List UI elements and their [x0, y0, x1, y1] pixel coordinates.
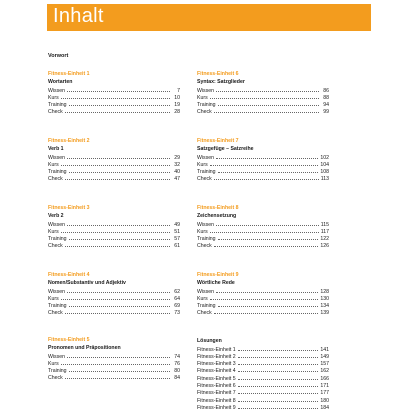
toc-page-number: 10 — [174, 94, 180, 101]
toc-entry[interactable] — [197, 360, 329, 367]
unit-heading: Fitness-Einheit 9 — [197, 272, 239, 278]
dot-leader — [67, 153, 170, 159]
section-title: Verb 2 — [48, 213, 64, 219]
toc-page-number: 62 — [174, 288, 180, 295]
dot-leader — [210, 160, 319, 166]
dot-leader — [65, 374, 170, 380]
toc-entry-label: Check — [197, 243, 212, 250]
toc-entry[interactable] — [48, 220, 180, 227]
toc-page-number: 61 — [174, 243, 180, 250]
toc-entry-label: Wissen — [197, 87, 215, 94]
toc-entry[interactable] — [197, 302, 329, 309]
toc-page-number: 162 — [320, 368, 329, 375]
dot-leader — [216, 287, 318, 293]
right-section-2 — [197, 138, 329, 182]
toc-page-number: 177 — [320, 390, 329, 397]
toc-entry-label: Fitness-Einheit 4 — [197, 368, 236, 375]
dot-leader — [238, 352, 319, 358]
toc-entry[interactable] — [197, 220, 329, 227]
toc-page-number: 47 — [174, 176, 180, 183]
unit-heading: Fitness-Einheit 3 — [48, 205, 90, 211]
toc-page-number: 99 — [323, 109, 329, 116]
dot-leader — [61, 359, 170, 365]
toc-page-number: 84 — [174, 375, 180, 382]
toc-page-number: 180 — [320, 397, 329, 404]
dot-leader — [69, 367, 170, 373]
toc-entry-label: Fitness-Einheit 2 — [197, 353, 236, 360]
toc-entry[interactable] — [197, 381, 329, 388]
dot-leader — [65, 108, 170, 114]
dot-leader — [214, 242, 319, 248]
dot-leader — [216, 153, 318, 159]
toc-entry-label: Training — [197, 102, 216, 109]
toc-entry-label: Kurs — [48, 161, 59, 168]
toc-entry[interactable] — [48, 153, 180, 160]
toc-entry-label: Training — [197, 169, 216, 176]
toc-page-number: 104 — [320, 161, 329, 168]
toc-page-number: 28 — [174, 109, 180, 116]
right-section-5 — [197, 337, 329, 411]
toc-page-number: 7 — [177, 87, 180, 94]
toc-page-number: 139 — [320, 310, 329, 317]
toc-entry-label: Check — [48, 176, 63, 183]
toc-entry[interactable] — [48, 93, 180, 100]
dot-leader — [218, 168, 319, 174]
toc-entry-label: Check — [197, 310, 212, 317]
toc-entry-label: Wissen — [197, 154, 215, 161]
right-section-3 — [197, 205, 329, 249]
section-title: Syntax: Satzglieder — [197, 79, 245, 85]
toc-entry[interactable] — [48, 294, 180, 301]
toc-entry[interactable] — [197, 294, 329, 301]
section-title: Wortarten — [48, 79, 73, 85]
dot-leader — [61, 93, 170, 99]
page-title: Inhalt — [53, 5, 104, 27]
toc-entry-label: Check — [48, 243, 63, 250]
toc-entry-label: Kurs — [197, 161, 208, 168]
toc-page-number: 94 — [323, 102, 329, 109]
toc-entry-label: Kurs — [48, 295, 59, 302]
left-section-1 — [48, 71, 180, 115]
toc-entry[interactable] — [48, 374, 180, 381]
dot-leader — [216, 220, 319, 226]
toc-page-number: 115 — [320, 221, 329, 228]
dot-leader — [218, 235, 319, 241]
toc-entry-label: Wissen — [197, 288, 215, 295]
dot-leader — [238, 396, 319, 402]
toc-entry[interactable] — [197, 153, 329, 160]
dot-leader — [67, 287, 170, 293]
dot-leader — [61, 294, 170, 300]
toc-entry[interactable] — [48, 302, 180, 309]
dot-leader — [214, 108, 319, 114]
left-section-4 — [48, 272, 180, 316]
toc-entry[interactable] — [48, 101, 180, 108]
section-title: Zeichensetzung — [197, 213, 237, 219]
left-section-2 — [48, 138, 180, 182]
dot-leader — [69, 168, 170, 174]
toc-page-number: 49 — [174, 221, 180, 228]
toc-entry[interactable] — [48, 352, 180, 359]
dot-leader — [69, 235, 170, 241]
toc-page-number: 86 — [323, 87, 329, 94]
toc-page-number: 76 — [174, 360, 180, 367]
dot-leader — [69, 302, 170, 308]
toc-entry[interactable] — [48, 235, 180, 242]
dot-leader — [238, 374, 319, 380]
toc-entry[interactable] — [48, 309, 180, 316]
toc-page-number: 149 — [320, 353, 329, 360]
toc-entry[interactable] — [197, 168, 329, 175]
toc-entry[interactable] — [197, 108, 329, 115]
dot-leader — [218, 302, 319, 308]
dot-leader — [218, 101, 319, 107]
toc-page-number: 29 — [174, 154, 180, 161]
toc-entry-label: Wissen — [48, 353, 66, 360]
toc-page-number: 130 — [320, 295, 329, 302]
toc-page-number: 113 — [320, 176, 329, 183]
dot-leader — [216, 86, 319, 92]
unit-heading: Fitness-Einheit 1 — [48, 71, 90, 77]
toc-page-number: 157 — [320, 361, 329, 368]
toc-entry[interactable] — [197, 287, 329, 294]
dot-leader — [65, 242, 170, 248]
header-bar — [47, 4, 371, 31]
toc-entry-label: Kurs — [197, 94, 208, 101]
toc-entry[interactable] — [197, 396, 329, 403]
section-title: Verb 1 — [48, 146, 64, 152]
toc-page-number: 166 — [320, 375, 329, 382]
toc-entry-label: Kurs — [197, 228, 208, 235]
toc-entry[interactable] — [197, 160, 329, 167]
toc-entry-label: Fitness-Einheit 6 — [197, 383, 236, 390]
toc-page-number: 74 — [174, 353, 180, 360]
toc-entry-label: Kurs — [48, 228, 59, 235]
unit-heading: Fitness-Einheit 4 — [48, 272, 90, 278]
unit-heading: Fitness-Einheit 5 — [48, 337, 90, 343]
toc-page-number: 184 — [320, 404, 329, 411]
toc-entry-label: Kurs — [48, 360, 59, 367]
toc-entry-label: Kurs — [197, 295, 208, 302]
toc-page-number: 141 — [320, 346, 329, 353]
right-section-1 — [197, 71, 329, 115]
dot-leader — [69, 101, 170, 107]
dot-leader — [238, 403, 319, 409]
toc-entry-vorwort[interactable]: Vorwort — [48, 53, 69, 59]
toc-entry[interactable] — [48, 287, 180, 294]
toc-entry-label: Wissen — [48, 288, 66, 295]
toc-page-number: 73 — [174, 310, 180, 317]
toc-entry-label: Fitness-Einheit 3 — [197, 361, 236, 368]
dot-leader — [214, 175, 319, 181]
dot-leader — [67, 86, 170, 92]
toc-page-number: 122 — [320, 236, 329, 243]
toc-entry[interactable] — [197, 93, 329, 100]
dot-leader — [61, 160, 170, 166]
dot-leader — [238, 389, 319, 395]
toc-entry[interactable] — [48, 227, 180, 234]
toc-entry-label: Check — [48, 310, 63, 317]
dot-leader — [67, 220, 170, 226]
unit-heading: Fitness-Einheit 2 — [48, 138, 90, 144]
toc-entry[interactable] — [197, 242, 329, 249]
toc-entry[interactable] — [197, 389, 329, 396]
toc-page-number: 128 — [320, 288, 329, 295]
toc-entry-label: Check — [197, 109, 212, 116]
toc-entry-label: Fitness-Einheit 1 — [197, 346, 236, 353]
toc-entry[interactable] — [197, 86, 329, 93]
dot-leader — [67, 352, 170, 358]
toc-entry-label: Wissen — [48, 154, 66, 161]
section-title: Nomen/Substantiv und Adjektiv — [48, 280, 126, 286]
toc-entry-label: Wissen — [48, 87, 66, 94]
toc-entry[interactable] — [48, 160, 180, 167]
toc-page-number: 134 — [320, 303, 329, 310]
toc-entry[interactable] — [197, 227, 329, 234]
dot-leader — [61, 227, 170, 233]
dot-leader — [238, 367, 319, 373]
dot-leader — [214, 309, 319, 315]
toc-entry[interactable] — [197, 345, 329, 352]
dot-leader — [210, 294, 319, 300]
dot-leader — [238, 381, 319, 387]
toc-entry-label: Fitness-Einheit 5 — [197, 375, 236, 382]
left-section-5 — [48, 337, 180, 381]
toc-entry[interactable] — [197, 101, 329, 108]
toc-entry[interactable] — [197, 235, 329, 242]
toc-entry[interactable] — [48, 175, 180, 182]
dot-leader — [210, 227, 319, 233]
toc-entry-label: Fitness-Einheit 9 — [197, 404, 236, 411]
toc-entry[interactable] — [197, 374, 329, 381]
toc-page-number: 102 — [320, 154, 329, 161]
toc-entry-label: Fitness-Einheit 7 — [197, 390, 236, 397]
toc-page-number: 40 — [174, 169, 180, 176]
toc-page-number: 80 — [174, 368, 180, 375]
toc-page-number: 57 — [174, 236, 180, 243]
toc-entry-label: Training — [197, 236, 216, 243]
unit-heading: Fitness-Einheit 8 — [197, 205, 239, 211]
toc-page-number: 64 — [174, 295, 180, 302]
toc-entry-label: Training — [48, 368, 67, 375]
toc-page-number: 51 — [174, 228, 180, 235]
toc-entry-label: Wissen — [197, 221, 215, 228]
toc-page-number: 32 — [174, 161, 180, 168]
toc-entry[interactable] — [197, 352, 329, 359]
toc-page-number: 171 — [320, 383, 329, 390]
section-title: Lösungen — [197, 338, 222, 344]
toc-entry-label: Check — [48, 375, 63, 382]
dot-leader — [65, 309, 170, 315]
toc-page-number: 69 — [174, 303, 180, 310]
right-section-4 — [197, 272, 329, 316]
toc-page-number: 108 — [320, 169, 329, 176]
toc-entry[interactable] — [197, 175, 329, 182]
toc-entry-label: Check — [48, 109, 63, 116]
toc-entry-label: Check — [197, 176, 212, 183]
toc-page-number: 126 — [320, 243, 329, 250]
toc-entry[interactable] — [197, 367, 329, 374]
toc-entry[interactable] — [48, 242, 180, 249]
toc-entry-label: Training — [48, 102, 67, 109]
dot-leader — [238, 345, 319, 351]
dot-leader — [65, 175, 170, 181]
unit-heading: Fitness-Einheit 6 — [197, 71, 239, 77]
toc-entry[interactable] — [48, 168, 180, 175]
toc-entry[interactable] — [197, 403, 329, 410]
toc-page-number: 88 — [323, 94, 329, 101]
toc-entry[interactable] — [48, 86, 180, 93]
toc-entry-label: Kurs — [48, 94, 59, 101]
section-title: Wörtliche Rede — [197, 280, 235, 286]
toc-entry-label: Fitness-Einheit 8 — [197, 397, 236, 404]
unit-heading: Fitness-Einheit 7 — [197, 138, 239, 144]
left-section-3 — [48, 205, 180, 249]
section-title: Satzgefüge – Satzreihe — [197, 146, 254, 152]
toc-entry-label: Training — [48, 303, 67, 310]
toc-page-number: 19 — [174, 102, 180, 109]
toc-entry[interactable] — [48, 108, 180, 115]
toc-entry[interactable] — [197, 309, 329, 316]
dot-leader — [238, 360, 319, 366]
section-title: Pronomen und Präpositionen — [48, 345, 121, 351]
toc-entry-label: Training — [48, 236, 67, 243]
toc-entry[interactable] — [48, 359, 180, 366]
dot-leader — [210, 93, 319, 99]
toc-page-number: 117 — [320, 228, 329, 235]
toc-entry-label: Training — [48, 169, 67, 176]
toc-entry-label: Wissen — [48, 221, 66, 228]
toc-entry-label: Training — [197, 303, 216, 310]
toc-entry[interactable] — [48, 367, 180, 374]
